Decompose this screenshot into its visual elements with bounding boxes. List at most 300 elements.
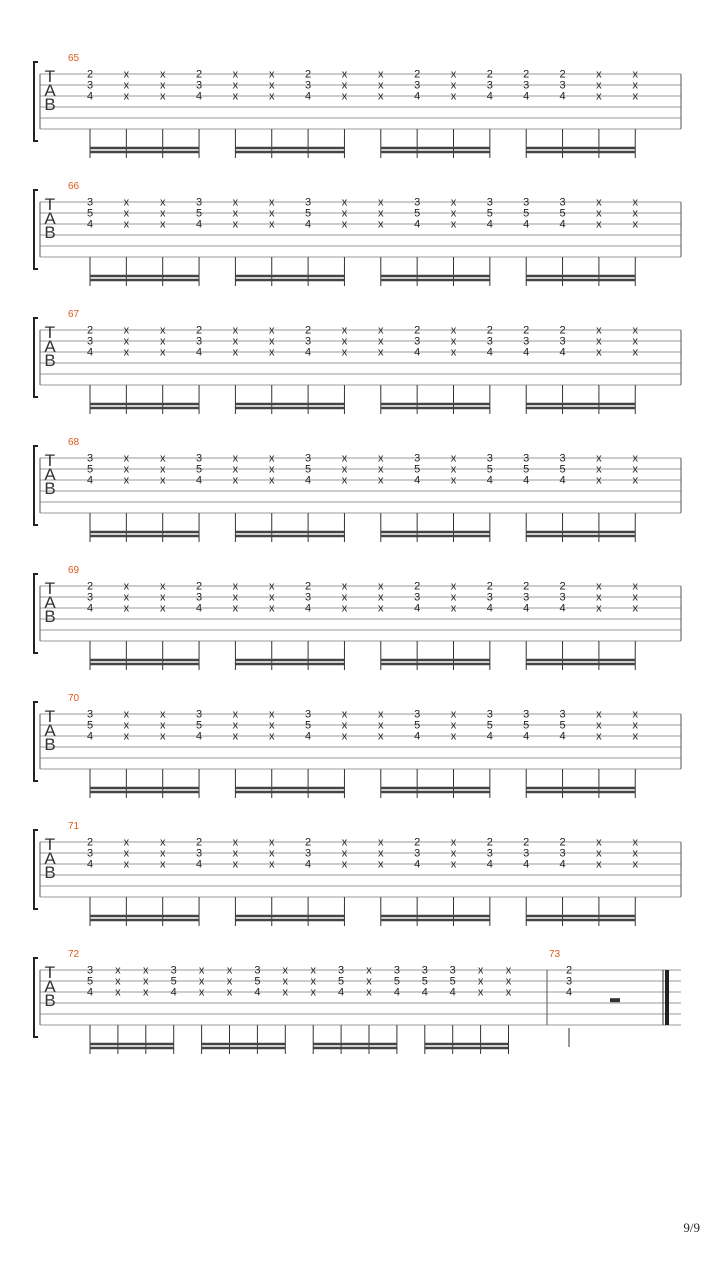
dead-note: x: [341, 90, 348, 103]
fret-number: 3: [523, 79, 530, 92]
dead-note: x: [596, 218, 602, 231]
dead-note: x: [378, 452, 384, 465]
dead-note: x: [232, 452, 239, 465]
dead-note: x: [378, 90, 384, 103]
dead-note: x: [341, 708, 348, 721]
fret-number: 5: [393, 975, 400, 988]
fret-number: 5: [86, 207, 94, 220]
tab-clef-letter: A: [44, 593, 56, 612]
dead-note: x: [378, 196, 384, 209]
fret-number: 2: [486, 836, 493, 849]
fret-number: 2: [414, 68, 421, 81]
fret-number: 4: [523, 346, 530, 359]
dead-note: x: [632, 68, 638, 81]
dead-note: x: [477, 964, 484, 977]
fret-number: 4: [523, 858, 530, 871]
dead-note: x: [596, 730, 602, 743]
fret-number: 3: [414, 452, 421, 465]
dead-note: x: [143, 975, 149, 988]
fret-number: 3: [195, 847, 203, 860]
fret-number: 3: [305, 452, 312, 465]
dead-note: x: [596, 79, 602, 92]
fret-number: 3: [523, 591, 530, 604]
fret-number: 3: [559, 847, 566, 860]
fret-number: 2: [86, 68, 94, 81]
fret-number: 3: [523, 847, 530, 860]
fret-number: 3: [195, 452, 203, 465]
measure-number: 65: [68, 53, 80, 64]
fret-number: 3: [414, 335, 421, 348]
dead-note: x: [159, 847, 166, 860]
system-bracket: [34, 958, 38, 1037]
dead-note: x: [632, 335, 638, 348]
tab-clef-letter: A: [44, 209, 56, 228]
fret-number: 5: [559, 207, 566, 220]
dead-note: x: [632, 196, 638, 209]
dead-note: x: [596, 591, 602, 604]
dead-note: x: [159, 591, 166, 604]
dead-note: x: [282, 986, 289, 999]
dead-note: x: [450, 591, 457, 604]
dead-note: x: [310, 964, 316, 977]
dead-note: x: [159, 719, 166, 732]
dead-note: x: [632, 580, 638, 593]
dead-note: x: [159, 580, 166, 593]
fret-number: 4: [195, 346, 203, 359]
fret-number: 3: [305, 196, 312, 209]
dead-note: x: [143, 986, 149, 999]
dead-note: x: [159, 218, 166, 231]
dead-note: x: [159, 858, 166, 871]
fret-number: 4: [305, 730, 312, 743]
fret-number: 3: [254, 964, 261, 977]
dead-note: x: [232, 346, 239, 359]
dead-note: x: [378, 68, 384, 81]
dead-note: x: [310, 975, 316, 988]
dead-note: x: [123, 207, 130, 220]
dead-note: x: [632, 218, 638, 231]
dead-note: x: [232, 847, 239, 860]
dead-note: x: [450, 196, 457, 209]
tab-clef-letter: B: [44, 991, 56, 1010]
fret-number: 4: [523, 474, 530, 487]
fret-number: 3: [486, 708, 493, 721]
measure-number: 72: [68, 949, 80, 960]
dead-note: x: [366, 986, 372, 999]
fret-number: 4: [523, 90, 530, 103]
fret-number: 4: [486, 602, 493, 615]
measure-number: 68: [68, 437, 80, 448]
fret-number: 2: [86, 836, 94, 849]
dead-note: x: [341, 591, 348, 604]
dead-note: x: [596, 580, 602, 593]
dead-note: x: [269, 196, 275, 209]
fret-number: 3: [305, 335, 312, 348]
fret-number: 3: [523, 452, 530, 465]
fret-number: 4: [559, 218, 566, 231]
tab-clef-letter: B: [44, 607, 56, 626]
dead-note: x: [123, 324, 130, 337]
dead-note: x: [123, 858, 130, 871]
fret-number: 2: [486, 324, 493, 337]
dead-note: x: [123, 463, 130, 476]
fret-number: 5: [305, 463, 312, 476]
dead-note: x: [269, 836, 275, 849]
dead-note: x: [341, 580, 348, 593]
dead-note: x: [378, 335, 384, 348]
dead-note: x: [159, 463, 166, 476]
fret-number: 5: [414, 207, 421, 220]
dead-note: x: [159, 207, 166, 220]
dead-note: x: [450, 90, 457, 103]
fret-number: 4: [414, 730, 421, 743]
tab-clef-letter: A: [44, 465, 56, 484]
fret-number: 4: [523, 218, 530, 231]
dead-note: x: [269, 580, 275, 593]
dead-note: x: [632, 730, 638, 743]
dead-note: x: [378, 218, 384, 231]
fret-number: 3: [523, 335, 530, 348]
dead-note: x: [269, 858, 275, 871]
dead-note: x: [596, 847, 602, 860]
fret-number: 5: [559, 719, 566, 732]
fret-number: 4: [195, 730, 203, 743]
tab-clef-letter: T: [44, 67, 56, 86]
dead-note: x: [115, 986, 121, 999]
dead-note: x: [450, 708, 457, 721]
dead-note: x: [159, 79, 166, 92]
dead-note: x: [341, 836, 348, 849]
dead-note: x: [143, 964, 149, 977]
tab-clef-letter: B: [44, 351, 56, 370]
fret-number: 4: [305, 346, 312, 359]
dead-note: x: [341, 719, 348, 732]
fret-number: 3: [559, 79, 566, 92]
dead-note: x: [341, 207, 348, 220]
system-bracket: [34, 190, 38, 269]
dead-note: x: [505, 975, 512, 988]
fret-number: 5: [86, 719, 94, 732]
system-bracket: [34, 318, 38, 397]
fret-number: 4: [486, 730, 493, 743]
fret-number: 2: [86, 324, 94, 337]
fret-number: 4: [449, 986, 456, 999]
dead-note: x: [232, 68, 239, 81]
tab-clef-letter: B: [44, 479, 56, 498]
fret-number: 4: [195, 218, 203, 231]
dead-note: x: [123, 730, 130, 743]
dead-note: x: [378, 463, 384, 476]
dead-note: x: [450, 79, 457, 92]
fret-number: 4: [195, 90, 203, 103]
tab-clef-letter: B: [44, 223, 56, 242]
fret-number: 4: [86, 986, 94, 999]
tab-clef-letter: A: [44, 977, 56, 996]
dead-note: x: [123, 90, 130, 103]
dead-note: x: [632, 836, 638, 849]
fret-number: 2: [195, 580, 203, 593]
fret-number: 4: [254, 986, 261, 999]
fret-number: 3: [421, 964, 428, 977]
dead-note: x: [123, 196, 130, 209]
fret-number: 4: [414, 218, 421, 231]
tab-clef-letter: T: [44, 323, 56, 342]
dead-note: x: [269, 346, 275, 359]
fret-number: 3: [195, 591, 203, 604]
final-barline-thick: [665, 970, 669, 1025]
dead-note: x: [269, 207, 275, 220]
tab-clef-letter: T: [44, 579, 56, 598]
dead-note: x: [232, 335, 239, 348]
fret-number: 4: [486, 858, 493, 871]
tab-clef-letter: T: [44, 963, 56, 982]
dead-note: x: [232, 207, 239, 220]
dead-note: x: [596, 858, 602, 871]
dead-note: x: [232, 602, 239, 615]
dead-note: x: [232, 591, 239, 604]
fret-number: 2: [414, 836, 421, 849]
fret-number: 4: [86, 730, 94, 743]
dead-note: x: [123, 346, 130, 359]
fret-number: 2: [523, 324, 530, 337]
dead-note: x: [269, 591, 275, 604]
dead-note: x: [366, 975, 372, 988]
fret-number: 5: [421, 975, 428, 988]
dead-note: x: [450, 847, 457, 860]
dead-note: x: [378, 591, 384, 604]
fret-number: 3: [486, 591, 493, 604]
dead-note: x: [341, 218, 348, 231]
fret-number: 4: [86, 90, 94, 103]
dead-note: x: [159, 602, 166, 615]
fret-number: 4: [486, 218, 493, 231]
half-rest-mark: [610, 998, 620, 1002]
dead-note: x: [450, 858, 457, 871]
dead-note: x: [632, 591, 638, 604]
dead-note: x: [341, 463, 348, 476]
fret-number: 5: [305, 719, 312, 732]
fret-number: 4: [486, 346, 493, 359]
fret-number: 4: [305, 90, 312, 103]
tab-clef-letter: A: [44, 721, 56, 740]
fret-number: 2: [305, 836, 312, 849]
dead-note: x: [159, 346, 166, 359]
fret-number: 5: [195, 719, 203, 732]
dead-note: x: [341, 196, 348, 209]
fret-number: 3: [86, 196, 94, 209]
fret-number: 4: [393, 986, 400, 999]
dead-note: x: [378, 474, 384, 487]
fret-number: 3: [195, 335, 203, 348]
dead-note: x: [232, 719, 239, 732]
dead-note: x: [596, 836, 602, 849]
dead-note: x: [123, 452, 130, 465]
fret-number: 5: [486, 719, 493, 732]
fret-number: 4: [195, 602, 203, 615]
fret-number: 4: [559, 730, 566, 743]
fret-number: 4: [559, 602, 566, 615]
fret-number: 4: [414, 474, 421, 487]
dead-note: x: [159, 836, 166, 849]
dead-note: x: [232, 463, 239, 476]
dead-note: x: [450, 474, 457, 487]
dead-note: x: [282, 964, 289, 977]
dead-note: x: [341, 858, 348, 871]
dead-note: x: [159, 68, 166, 81]
dead-note: x: [232, 474, 239, 487]
dead-note: x: [378, 580, 384, 593]
dead-note: x: [632, 847, 638, 860]
fret-number: 5: [305, 207, 312, 220]
fret-number: 4: [559, 858, 566, 871]
dead-note: x: [232, 836, 239, 849]
dead-note: x: [269, 218, 275, 231]
dead-note: x: [269, 463, 275, 476]
dead-note: x: [632, 207, 638, 220]
dead-note: x: [366, 964, 372, 977]
dead-note: x: [269, 602, 275, 615]
fret-number: 4: [414, 346, 421, 359]
fret-number: 2: [559, 324, 566, 337]
tab-clef-letter: A: [44, 337, 56, 356]
dead-note: x: [159, 708, 166, 721]
dead-note: x: [159, 474, 166, 487]
dead-note: x: [269, 335, 275, 348]
fret-number: 3: [414, 708, 421, 721]
fret-number: 5: [414, 463, 421, 476]
dead-note: x: [450, 463, 457, 476]
dead-note: x: [123, 218, 130, 231]
dead-note: x: [123, 335, 130, 348]
fret-number: 5: [254, 975, 261, 988]
fret-number: 2: [195, 68, 203, 81]
tab-system: [34, 821, 681, 926]
dead-note: x: [632, 708, 638, 721]
dead-note: x: [378, 708, 384, 721]
fret-number: 5: [414, 719, 421, 732]
measure-number: 70: [68, 693, 80, 704]
dead-note: x: [232, 580, 239, 593]
dead-note: x: [450, 452, 457, 465]
dead-note: x: [341, 346, 348, 359]
dead-note: x: [341, 68, 348, 81]
fret-number: 3: [305, 79, 312, 92]
dead-note: x: [341, 602, 348, 615]
fret-number: 4: [195, 858, 203, 871]
tab-system: [34, 53, 681, 158]
dead-note: x: [159, 730, 166, 743]
fret-number: 2: [305, 324, 312, 337]
fret-number: 3: [414, 847, 421, 860]
dead-note: x: [450, 207, 457, 220]
fret-number: 4: [86, 218, 94, 231]
dead-note: x: [450, 68, 457, 81]
measure-number: 66: [68, 181, 80, 192]
dead-note: x: [115, 964, 121, 977]
dead-note: x: [596, 324, 602, 337]
dead-note: x: [341, 335, 348, 348]
measure-number: 73: [549, 949, 561, 960]
dead-note: x: [123, 602, 130, 615]
dead-note: x: [378, 858, 384, 871]
measure-number: 71: [68, 821, 80, 832]
tab-clef-letter: B: [44, 863, 56, 882]
tab-system: [34, 309, 681, 414]
fret-number: 3: [86, 708, 94, 721]
fret-number: 2: [523, 580, 530, 593]
dead-note: x: [596, 452, 602, 465]
fret-number: 3: [195, 708, 203, 721]
dead-note: x: [341, 452, 348, 465]
fret-number: 4: [421, 986, 428, 999]
fret-number: 5: [86, 463, 94, 476]
dead-note: x: [505, 986, 512, 999]
fret-number: 3: [305, 708, 312, 721]
dead-note: x: [115, 975, 121, 988]
dead-note: x: [123, 68, 130, 81]
fret-number: 5: [338, 975, 345, 988]
fret-number: 4: [305, 218, 312, 231]
dead-note: x: [450, 218, 457, 231]
fret-number: 3: [393, 964, 400, 977]
fret-number: 3: [195, 196, 203, 209]
fret-number: 3: [565, 975, 573, 988]
dead-note: x: [269, 730, 275, 743]
fret-number: 5: [449, 975, 456, 988]
dead-note: x: [378, 346, 384, 359]
tab-system: [34, 693, 681, 798]
fret-number: 4: [86, 858, 94, 871]
fret-number: 5: [195, 463, 203, 476]
dead-note: x: [596, 335, 602, 348]
fret-number: 2: [523, 68, 530, 81]
fret-number: 3: [486, 196, 493, 209]
fret-number: 5: [559, 463, 566, 476]
dead-note: x: [378, 847, 384, 860]
dead-note: x: [198, 975, 205, 988]
dead-note: x: [226, 964, 233, 977]
dead-note: x: [269, 847, 275, 860]
fret-number: 4: [414, 90, 421, 103]
system-bracket: [34, 574, 38, 653]
fret-number: 4: [305, 602, 312, 615]
dead-note: x: [269, 90, 275, 103]
fret-number: 3: [559, 335, 566, 348]
dead-note: x: [596, 602, 602, 615]
dead-note: x: [269, 452, 275, 465]
dead-note: x: [232, 324, 239, 337]
fret-number: 3: [414, 591, 421, 604]
fret-number: 2: [559, 68, 566, 81]
fret-number: 3: [86, 335, 94, 348]
fret-number: 4: [305, 474, 312, 487]
fret-number: 2: [414, 324, 421, 337]
dead-note: x: [450, 836, 457, 849]
fret-number: 3: [486, 847, 493, 860]
system-bracket: [34, 446, 38, 525]
fret-number: 4: [86, 602, 94, 615]
dead-note: x: [341, 79, 348, 92]
fret-number: 3: [86, 452, 94, 465]
dead-note: x: [341, 730, 348, 743]
dead-note: x: [269, 68, 275, 81]
dead-note: x: [477, 986, 484, 999]
fret-number: 2: [195, 836, 203, 849]
dead-note: x: [159, 90, 166, 103]
tab-system: [34, 181, 681, 286]
fret-number: 4: [414, 602, 421, 615]
fret-number: 4: [559, 90, 566, 103]
